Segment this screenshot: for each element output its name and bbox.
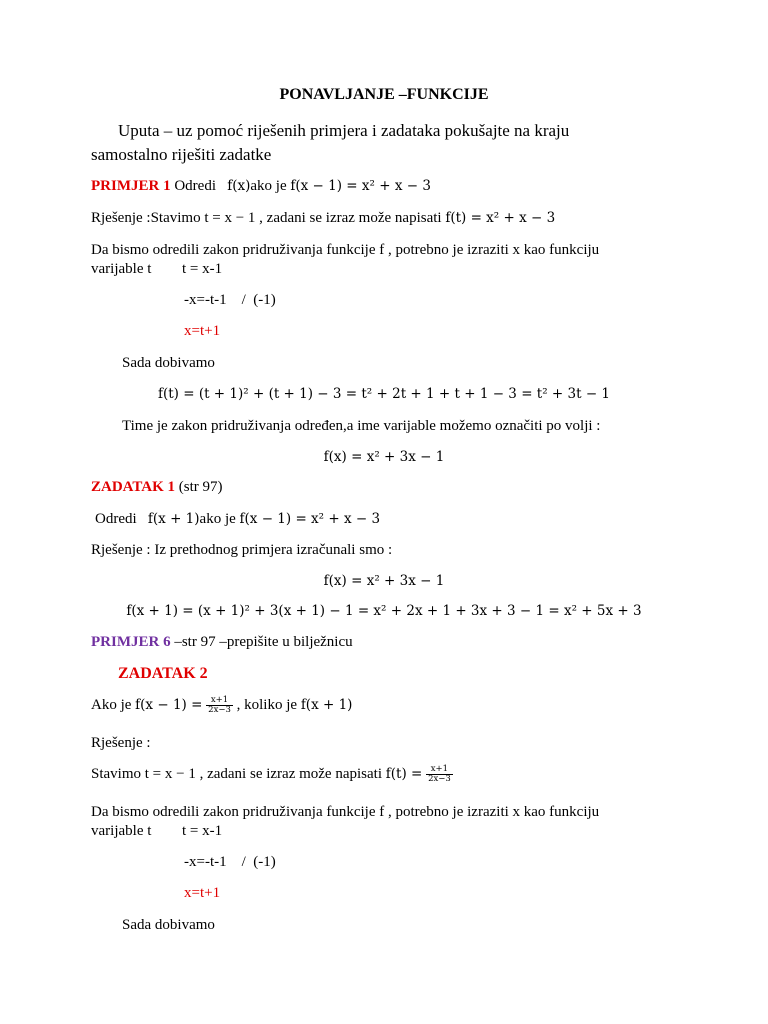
primjer6-text: –str 97 –prepišite u bilježnicu xyxy=(170,634,353,650)
zadatak2-stavimo-line xyxy=(91,760,453,788)
zadatak1-math-a: f(x + 1) xyxy=(147,511,200,527)
primjer1-text-a: Odredi xyxy=(170,178,216,194)
zadatak2-step-1: -x=-t-1 / (-1) xyxy=(184,854,276,870)
intro-line-2: samostalno riješiti zadatke xyxy=(91,145,272,164)
zadatak1-label: ZADATAK 1 xyxy=(91,479,176,495)
intro-line-1: Uputa – uz pomoć riješenih primjera i zadataka pokušajte na kraju xyxy=(118,121,570,140)
primjer1-step-1: -x=-t-1 / (-1) xyxy=(184,292,276,308)
zadatak1-math-b: f(x − 1) = x² + x − 3 xyxy=(239,511,381,527)
zadatak2-frac2-den: 2x−3 xyxy=(428,774,451,785)
zadatak2-now: Sada dobivamo xyxy=(122,917,215,933)
zadatak1-text-b: ako je xyxy=(199,511,240,527)
page-title: PONAVLJANJE –FUNKCIJE xyxy=(279,86,489,103)
primjer1-solution-math: f(t) = x² + x − 3 xyxy=(445,210,556,226)
zadatak1-text-a: Odredi xyxy=(95,511,137,527)
zadatak2-frac-den: 2x−3 xyxy=(208,705,231,716)
primjer1-explain-2b: t = x-1 xyxy=(182,261,223,277)
zadatak1-heading xyxy=(91,479,223,496)
primjer6-line xyxy=(91,634,353,651)
primjer1-equation-2: f(x) = x² + 3x − 1 xyxy=(323,449,445,465)
zadatak1-equation-2: f(x + 1) = (x + 1)² + 3(x + 1) − 1 = x² + 2x + 1 + 3x + 3 − 1 = x² + 5x + 3 xyxy=(126,603,642,619)
zadatak1-solution: Rješenje : Iz prethodnog primjera izračunali smo : xyxy=(91,542,393,558)
zadatak2-solution: Rješenje : xyxy=(91,735,151,751)
primjer6-label: PRIMJER 6 xyxy=(91,634,171,650)
zadatak2-explain-1: Da bismo odredili zakon pridruživanja funkcije f , potrebno je izraziti x kao funkciju xyxy=(91,804,600,820)
zadatak2-text-b: , koliko je xyxy=(232,697,301,713)
primjer1-conclusion: Time je zakon pridruživanja određen,a ime varijable možemo označiti po volji : xyxy=(122,418,601,434)
zadatak2-math-b: f(x + 1) xyxy=(300,697,353,713)
zadatak2-math-c: f(t) = xyxy=(385,766,423,782)
primjer1-solution xyxy=(91,210,555,227)
zadatak1-equation-1: f(x) = x² + 3x − 1 xyxy=(323,573,445,589)
primjer1-label: PRIMJER 1 xyxy=(91,178,171,194)
zadatak2-frac2-num: x+1 xyxy=(426,765,453,775)
zadatak1-ref: (str 97) xyxy=(175,479,223,495)
zadatak2-fraction xyxy=(206,696,233,715)
zadatak2-explain-2a: varijable t xyxy=(91,823,152,839)
primjer1-heading xyxy=(91,178,431,195)
zadatak2-frac-num: x+1 xyxy=(206,696,233,706)
zadatak2-stavimo: Stavimo t = x − 1 , zadani se izraz može napisati xyxy=(91,766,386,782)
primjer1-step-2: x=t+1 xyxy=(184,323,221,339)
zadatak2-label: ZADATAK 2 xyxy=(118,665,208,682)
zadatak2-math-a: f(x − 1) = xyxy=(135,697,203,713)
zadatak2-explain-2b: t = x-1 xyxy=(182,823,223,839)
zadatak2-task xyxy=(91,692,352,718)
primjer1-solution-text: Rješenje :Stavimo t = x − 1 , zadani se izraz može napisati xyxy=(91,210,446,226)
primjer1-math-a: f(x) xyxy=(227,178,251,194)
zadatak2-fraction-2 xyxy=(426,765,453,784)
primjer1-explain-2a: varijable t xyxy=(91,261,152,277)
zadatak2-step-2: x=t+1 xyxy=(184,885,221,901)
primjer1-math-b: f(x − 1) = x² + x − 3 xyxy=(290,178,431,194)
primjer1-text-b: ako je xyxy=(250,178,291,194)
zadatak1-task xyxy=(95,511,380,528)
primjer1-now: Sada dobivamo xyxy=(122,355,215,371)
primjer1-equation-1: f(t) = (t + 1)² + (t + 1) − 3 = t² + 2t + 1 + t + 1 − 3 = t² + 3t − 1 xyxy=(157,386,611,402)
primjer1-explain-1: Da bismo odredili zakon pridruživanja funkcije f , potrebno je izraziti x kao funkciju xyxy=(91,242,600,258)
zadatak2-text-a: Ako je xyxy=(91,697,136,713)
